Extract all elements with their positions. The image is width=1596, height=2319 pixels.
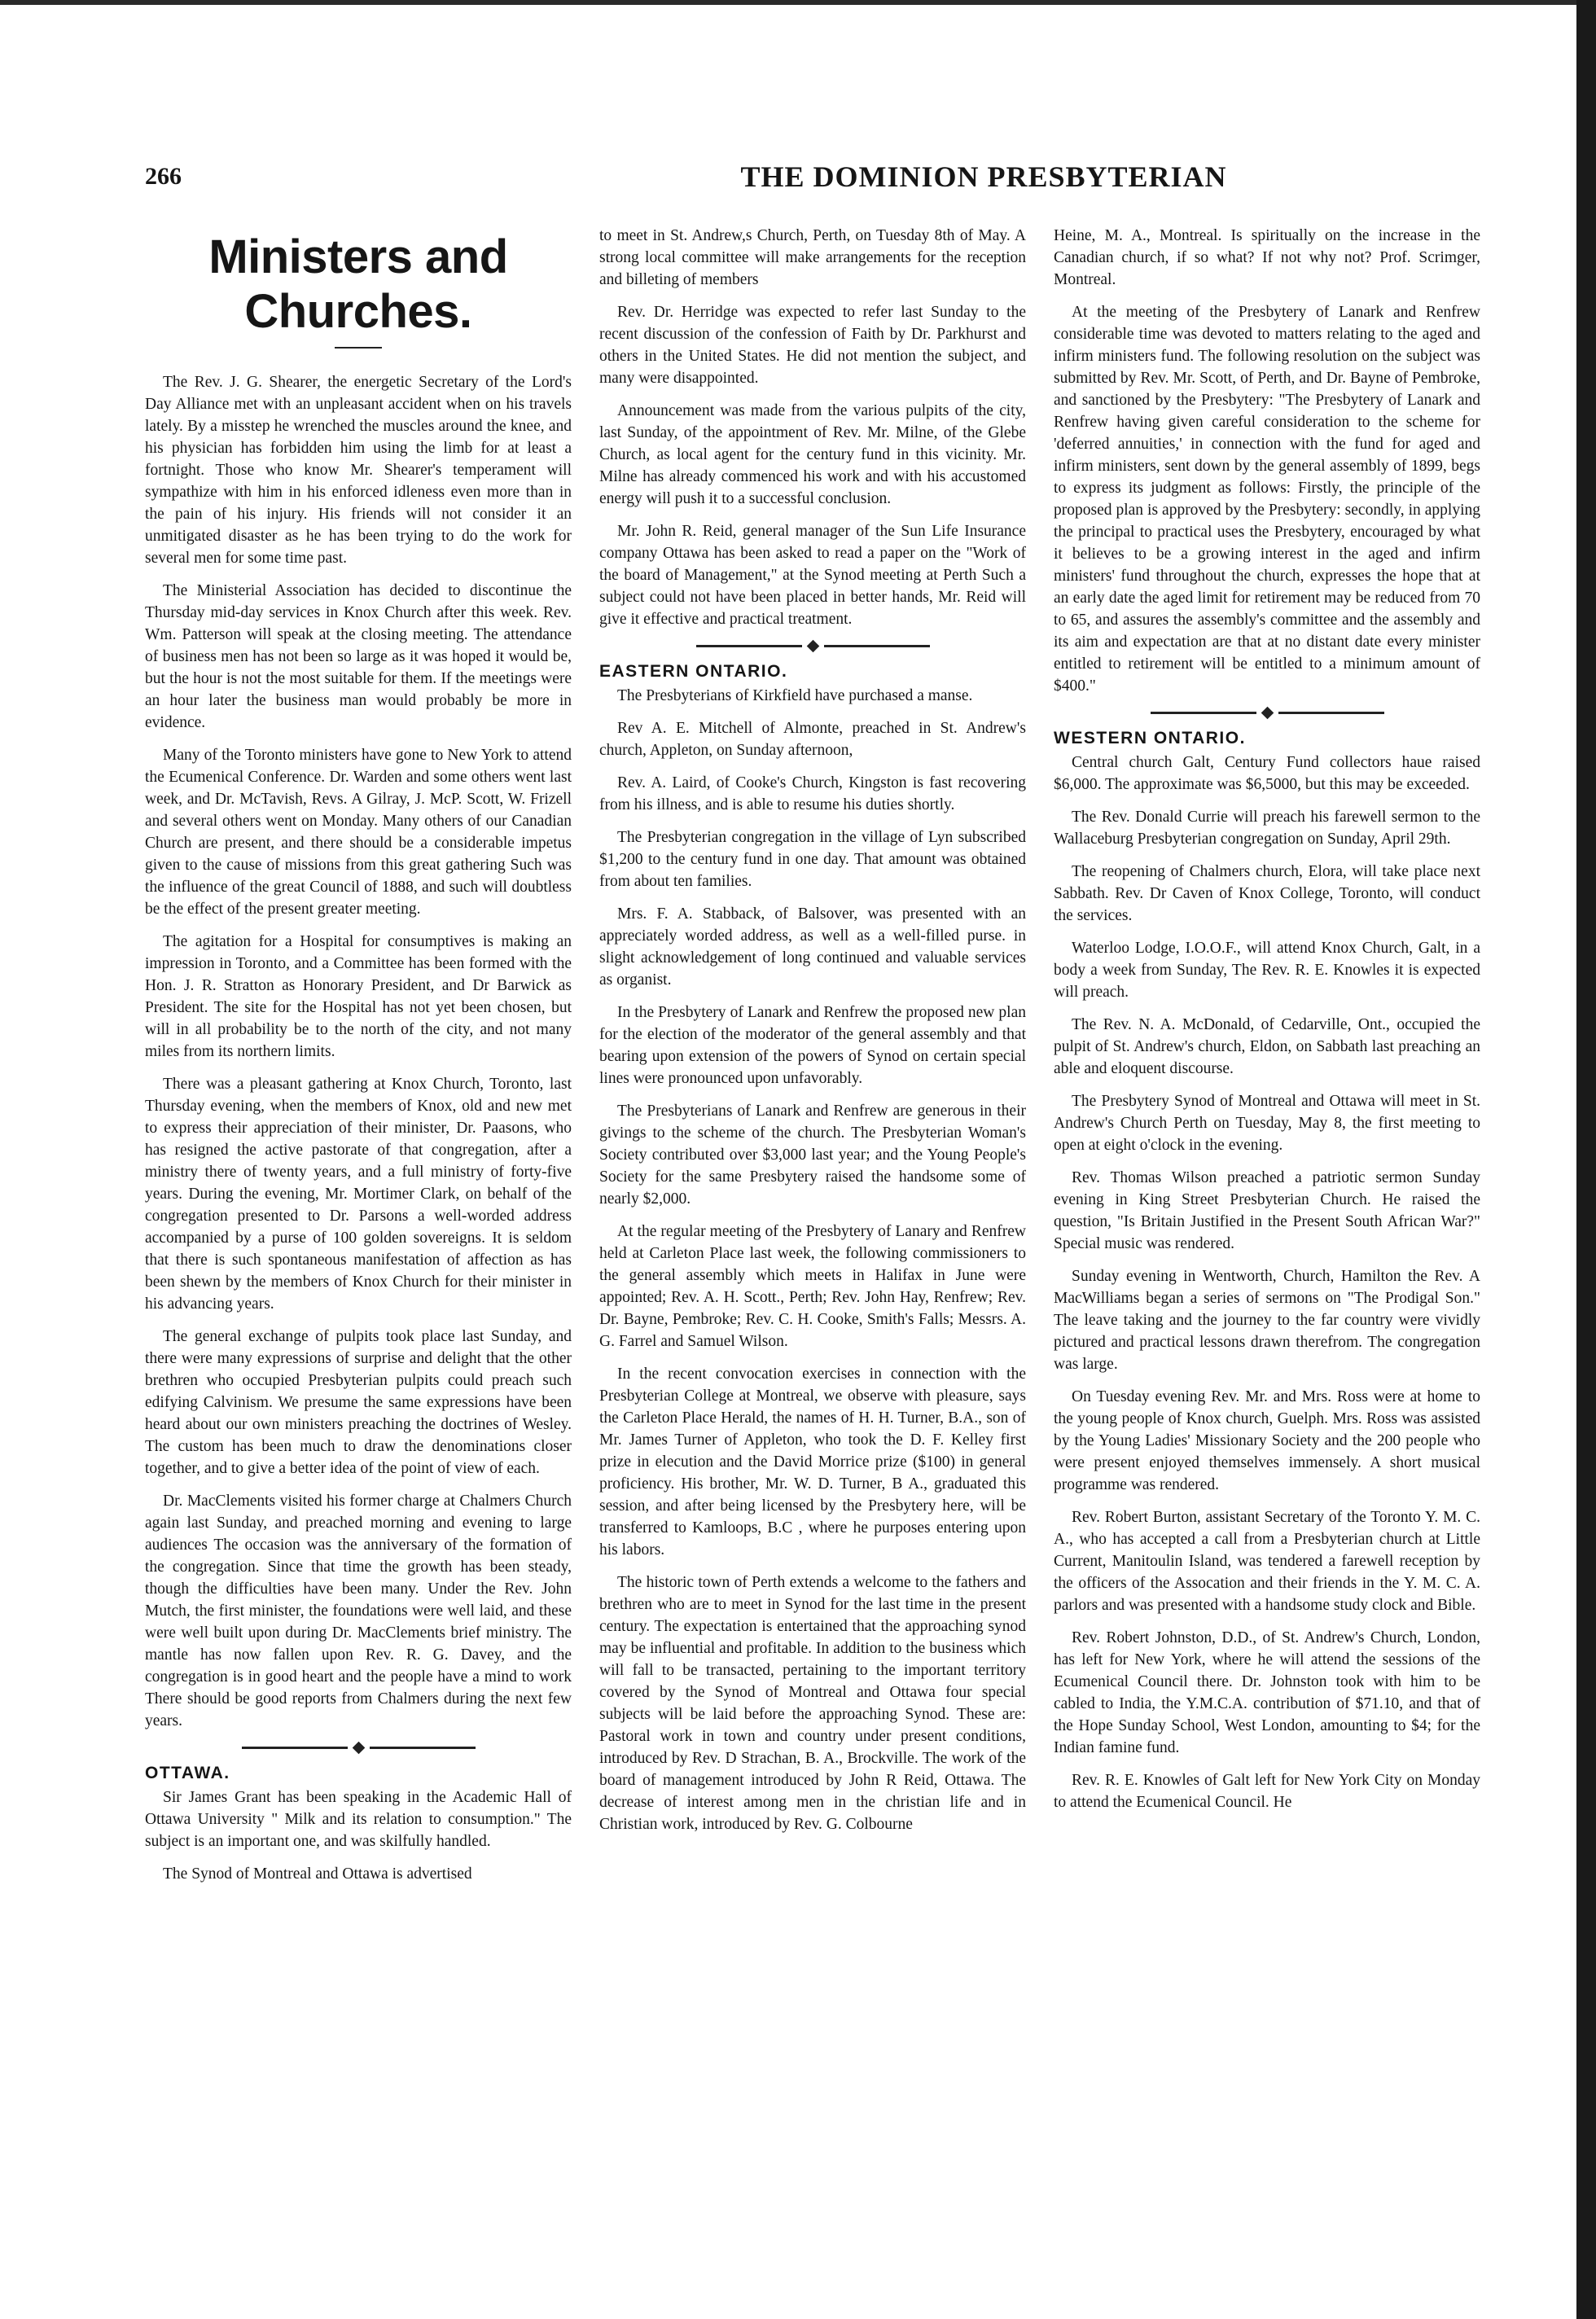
article-paragraph: to meet in St. Andrew,s Church, Perth, on Tuesday 8th of May. A strong local committee will make arrangements for the reception and billeting of members xyxy=(599,227,1026,288)
column-1 xyxy=(145,225,572,1896)
title-rule xyxy=(335,347,382,349)
article-paragraph: The Rev. Donald Currie will preach his farewell sermon to the Wallaceburg Presbyterian congregation on Sunday, April 29th. xyxy=(1054,809,1480,848)
section-divider xyxy=(145,1743,572,1752)
article-paragraph: Mr. John R. Reid, general manager of the Sun Life Insurance company Ottawa has been asked to read a paper on the "Work of the board of Management," at the Synod meeting at Perth Such a subject could not have been placed in better hands, Mr. Reid will give it effective and practical treatment. xyxy=(599,523,1026,628)
article-paragraph: Central church Galt, Century Fund collectors haue raised $6,000. The approximate was $6,5000, but this may be exceeded. xyxy=(1054,754,1480,793)
article-paragraph: Rev. Robert Burton, assistant Secretary of the Toronto Y. M. C. A., who has accepted a call from a Presbyterian church at Little Current, Manitoulin Island, was tendered a farewell reception by the officers of the Assocation and their friends in the Y. M. C. A. parlors and was presented with a handsome study clock and Bible. xyxy=(1054,1509,1480,1614)
journal-title: THE DOMINION PRESBYTERIAN xyxy=(740,160,1227,193)
article-paragraph: Mrs. F. A. Stabback, of Balsover, was presented with an appreciately worded address, as well as a well-filled purse. in slight acknowledgement of long continued and valuable services as organist. xyxy=(599,905,1026,989)
columns xyxy=(145,225,1480,1896)
article-paragraph: There was a pleasant gathering at Knox Church, Toronto, last Thursday evening, when the members of Knox, old and new met to express their appreciation of their minister, Dr. Paasons, who has resigned the active pastorate of that congregation, after a ministry there of twenty years, and a full ministry of forty-five years. During the evening, Mr. Mortimer Clark, on behalf of the congregation presented to Dr. Parsons a well-worded address accompanied by a purse of 100 golden sovereigns. It is seldom that there is such spontaneous manifestation of affection as has been shewn by the members of Knox Church for their minister in his advancing years. xyxy=(145,1076,572,1313)
diamond-ornament-icon xyxy=(352,1742,365,1755)
heading-ottawa: OTTAWA. xyxy=(145,1764,230,1782)
article-paragraph: Rev. A. Laird, of Cooke's Church, Kingston is fast recovering from his illness, and is able to resume his duties shortly. xyxy=(599,774,1026,813)
heading-eastern-ontario: EASTERN ONTARIO. xyxy=(599,662,788,681)
section-divider xyxy=(599,642,1026,651)
article-paragraph: The Ministerial Association has decided to discontinue the Thursday mid-day services in Knox Church after this week. Rev. Wm. Patterson will speak at the closing meeting. The attendance of business men has not been so large as it was hoped it would be, but the hour is not the most suitable for them. If the meetings were an hour later the business man would probably be more in evidence. xyxy=(145,582,572,731)
article-paragraph: The Rev. J. G. Shearer, the energetic Secretary of the Lord's Day Alliance met with an unpleasant accident when on his travels lately. By a misstep he wrenched the muscles around the knee, and his physician has forbidden him using the limb for at least a fortnight. Those who know Mr. Shearer's temperament will sympathize with him in his enforced idleness even more than in the pain of his injury. His friends will not consider it an unmitigated disaster as he has been trying to do the work for several men for some time past. xyxy=(145,374,572,567)
column-2 xyxy=(599,225,1026,1846)
article-paragraph: Rev. Thomas Wilson preached a patriotic sermon Sunday evening in King Street Presbyterian Church. He raised the question, "Is Britain Justified in the Present South African War?" Special music was rendered. xyxy=(1054,1169,1480,1252)
column-3 xyxy=(1054,225,1480,1824)
article-paragraph: Rev. Robert Johnston, D.D., of St. Andrew's Church, London, has left for New York, where he will attend the sessions of the Ecumenical Council there. Dr. Johnston took with him to be cabled to India, the Y.M.C.A. contribution of $71.10, and that of the Hope Sunday School, West London, amounting to $4; for the Indian famine fund. xyxy=(1054,1629,1480,1756)
article-paragraph: The Presbyterians of Lanark and Renfrew are generous in their givings to the scheme of the church. The Presbyterian Woman's Society contributed over $3,000 last year; and the Young People's Society for the same Presbytery raised the handsome some of nearly $2,000. xyxy=(599,1103,1026,1208)
article-paragraph: On Tuesday evening Rev. Mr. and Mrs. Ross were at home to the young people of Knox church, Guelph. Mrs. Ross was assisted by the Young Ladies' Missionary Society and the 200 people who were present enjoyed themselves immensely. A short musical programme was rendered. xyxy=(1054,1388,1480,1493)
article-paragraph: In the recent convocation exercises in connection with the Presbyterian College at Montreal, we observe with pleasure, says the Carleton Place Herald, the names of H. H. Turner, B.A., son of Mr. James Turner of Appleton, who took the D. F. Kelley first prize in elecution and the David Morrice prize ($100) in general proficiency. His brother, Mr. W. D. Turner, B A., graduated this session, and after being licensed by the Presbytery here, will be transferred to Kamloops, B.C , where he purposes entering upon his labors. xyxy=(599,1366,1026,1558)
article-paragraph: The Rev. N. A. McDonald, of Cedarville, Ont., occupied the pulpit of St. Andrew's church, Eldon, on Sabbath last preaching an able and eloquent discourse. xyxy=(1054,1016,1480,1077)
article-paragraph: The Presbytery Synod of Montreal and Ottawa will meet in St. Andrew's Church Perth on Tuesday, May 8, the first meeting to open at eight o'clock in the evening. xyxy=(1054,1093,1480,1154)
article-paragraph: Rev A. E. Mitchell of Almonte, preached in St. Andrew's church, Appleton, on Sunday afternoon, xyxy=(599,720,1026,759)
article-paragraph: The historic town of Perth extends a welcome to the fathers and brethren who are to meet in Synod for the last time in the present century. The expectation is entertained that the approaching synod may be influential and profitable. In addition to the business which will fall to be transacted, pertaining to the important territory covered by the Synod of Montreal and Ottawa four special subjects will be laid before the approaching Synod. These are: Pastoral work in town and country under present conditions, introduced by Rev. D Strachan, B. A., Brockville. The work of the board of management introduced by John R Reid, Ottawa. The decrease of interest among men in the christian life and in Christian work, introduced by Rev. G. Colbourne xyxy=(599,1574,1026,1833)
article-paragraph: Sunday evening in Wentworth, Church, Hamilton the Rev. A MacWilliams began a series of sermons on "The Prodigal Son." The leave taking and the journey to the far country were vividly pictured and practical lessons drawn therefrom. The congregation was large. xyxy=(1054,1268,1480,1373)
article-paragraph: The agitation for a Hospital for consumptives is making an impression in Toronto, and a Committee has been formed with the Hon. J. R. Stratton as Honorary President, and Dr Barwick as President. The site for the Hospital has not yet been chosen, but will in all probability be to the north of the city, and not many miles from its northern limits. xyxy=(145,933,572,1060)
article-paragraph: Waterloo Lodge, I.O.O.F., will attend Knox Church, Galt, in a body a week from Sunday, The Rev. R. E. Knowles it is expected will preach. xyxy=(1054,940,1480,1001)
article-paragraph: Dr. MacClements visited his former charge at Chalmers Church again last Sunday, and preached morning and evening to large audiences The occasion was the anniversary of the formation of the congregation. Since that time the growth has been steady, though the difficulties have been many. Under the Rev. John Mutch, the first minister, the foundations were well laid, and these were well built upon during Dr. MacClements brief ministry. The mantle has now fallen upon Rev. R. G. Davey, and the congregation is in good heart and the people have a mind to work There should be good reports from Chalmers during the next few years. xyxy=(145,1493,572,1729)
section-title: Ministers and Churches. xyxy=(208,230,508,338)
article-paragraph: The Synod of Montreal and Ottawa is advertised xyxy=(163,1865,472,1883)
article-paragraph: Rev. R. E. Knowles of Galt left for New York City on Monday to attend the Ecumenical Council. He xyxy=(1054,1772,1480,1811)
page-number: 266 xyxy=(145,163,182,190)
article-paragraph: At the regular meeting of the Presbytery of Lanary and Renfrew held at Carleton Place last week, the following commissioners to the general assembly which meets in Halifax in June were appointed; Rev. A. H. Scott., Perth; Rev. John Hay, Renfrew; Rev. Dr. Bayne, Pembroke; Rev. C. H. Cooke, Smith's Falls; Messrs. A. G. Farrel and Samuel Wilson. xyxy=(599,1223,1026,1350)
article-paragraph: The Presbyterians of Kirkfield have purchased a manse. xyxy=(617,687,973,704)
diamond-ornament-icon xyxy=(1261,707,1274,720)
article-paragraph: Sir James Grant has been speaking in the Academic Hall of Ottawa University " Milk and its relation to consumption." The subject is an important one, and was skilfully handled. xyxy=(145,1789,572,1850)
article-paragraph: The Presbyterian congregation in the village of Lyn subscribed $1,200 to the century fund in one day. That amount was obtained from about ten families. xyxy=(599,829,1026,890)
article-paragraph: Heine, M. A., Montreal. Is spiritually on the increase in the Canadian church, if so what? If not why not? Prof. Scrimger, Montreal. xyxy=(1054,227,1480,288)
scan-edge-right xyxy=(1576,0,1596,2319)
newspaper-page xyxy=(145,155,1480,2288)
heading-western-ontario: WESTERN ONTARIO. xyxy=(1054,729,1246,747)
article-paragraph: At the meeting of the Presbytery of Lanark and Renfrew considerable time was devoted to matters relating to the aged and infirm ministers fund. The following resolution on the subject was submitted by Rev. Mr. Scott, of Perth, and Dr. Bayne of Pembroke, and sanctioned by the Presbytery: "The Presbytery of Lanark and Renfrew having given careful consideration to the scheme for 'deferred annuities,' in connection with the fund for aged and infirm ministers, sent down by the general assembly of 1899, begs to express its judgment as follows: Firstly, the principle of the proposed plan is approved by the Presbytery: secondly, in applying the principal to practical uses the Presbytery, encouraged by what it believes to be a growing interest in the aged and infirm ministers' fund throughout the church, expresses the hope that at an early date the aged limit for retirement may be reduced from 70 to 65, and assures the assembly's committee and the assembly and its aim and expectation are that at no distant date every minister entitled to retirement will be entitled to a minimum amount of $400." xyxy=(1054,304,1480,695)
masthead xyxy=(145,155,1480,204)
article-paragraph: Rev. Dr. Herridge was expected to refer last Sunday to the recent discussion of the confession of Faith by Dr. Parkhurst and others in the United States. He did not mention the subject, and many were disappointed. xyxy=(599,304,1026,387)
scan-edge-top xyxy=(0,0,1596,5)
article-paragraph: Many of the Toronto ministers have gone to New York to attend the Ecumenical Conference. Dr. Warden and some others went last week, and Dr. McTavish, Revs. A Gilray, J. McP. Scott, W. Frizell and several others went on Monday. Many others of our Canadian Church are present, and there should be a considerable impetus given to the cause of missions from this great gathering Such was the influence of the great Council of 1888, and such will doubtless be the effect of the present greater meeting. xyxy=(145,747,572,918)
article-paragraph: In the Presbytery of Lanark and Renfrew the proposed new plan for the election of the moderator of the general assembly and that bearing upon extension of the powers of Synod on certain special lines were pronounced upon unfavorably. xyxy=(599,1004,1026,1087)
article-paragraph: The general exchange of pulpits took place last Sunday, and there were many expressions of surprise and delight that the other brethren who occupied Presbyterian pulpits could preach such edifying Calvinism. We presume the same expressions have been heard about our own ministers preaching the doctrines of Wesley. The custom has been much to draw the denominations closer together, and to give a better idea of the point of view of each. xyxy=(145,1328,572,1477)
section-divider xyxy=(1054,708,1480,717)
article-paragraph: The reopening of Chalmers church, Elora, will take place next Sabbath. Rev. Dr Caven of Knox College, Toronto, will conduct the services. xyxy=(1054,863,1480,924)
article-paragraph: Announcement was made from the various pulpits of the city, last Sunday, of the appointment of Rev. Mr. Milne, of the Glebe Church, as local agent for the century fund in this vicinity. Mr. Milne has already commenced his work and with his accustomed energy will push it to a successful conclusion. xyxy=(599,402,1026,507)
diamond-ornament-icon xyxy=(806,640,819,653)
